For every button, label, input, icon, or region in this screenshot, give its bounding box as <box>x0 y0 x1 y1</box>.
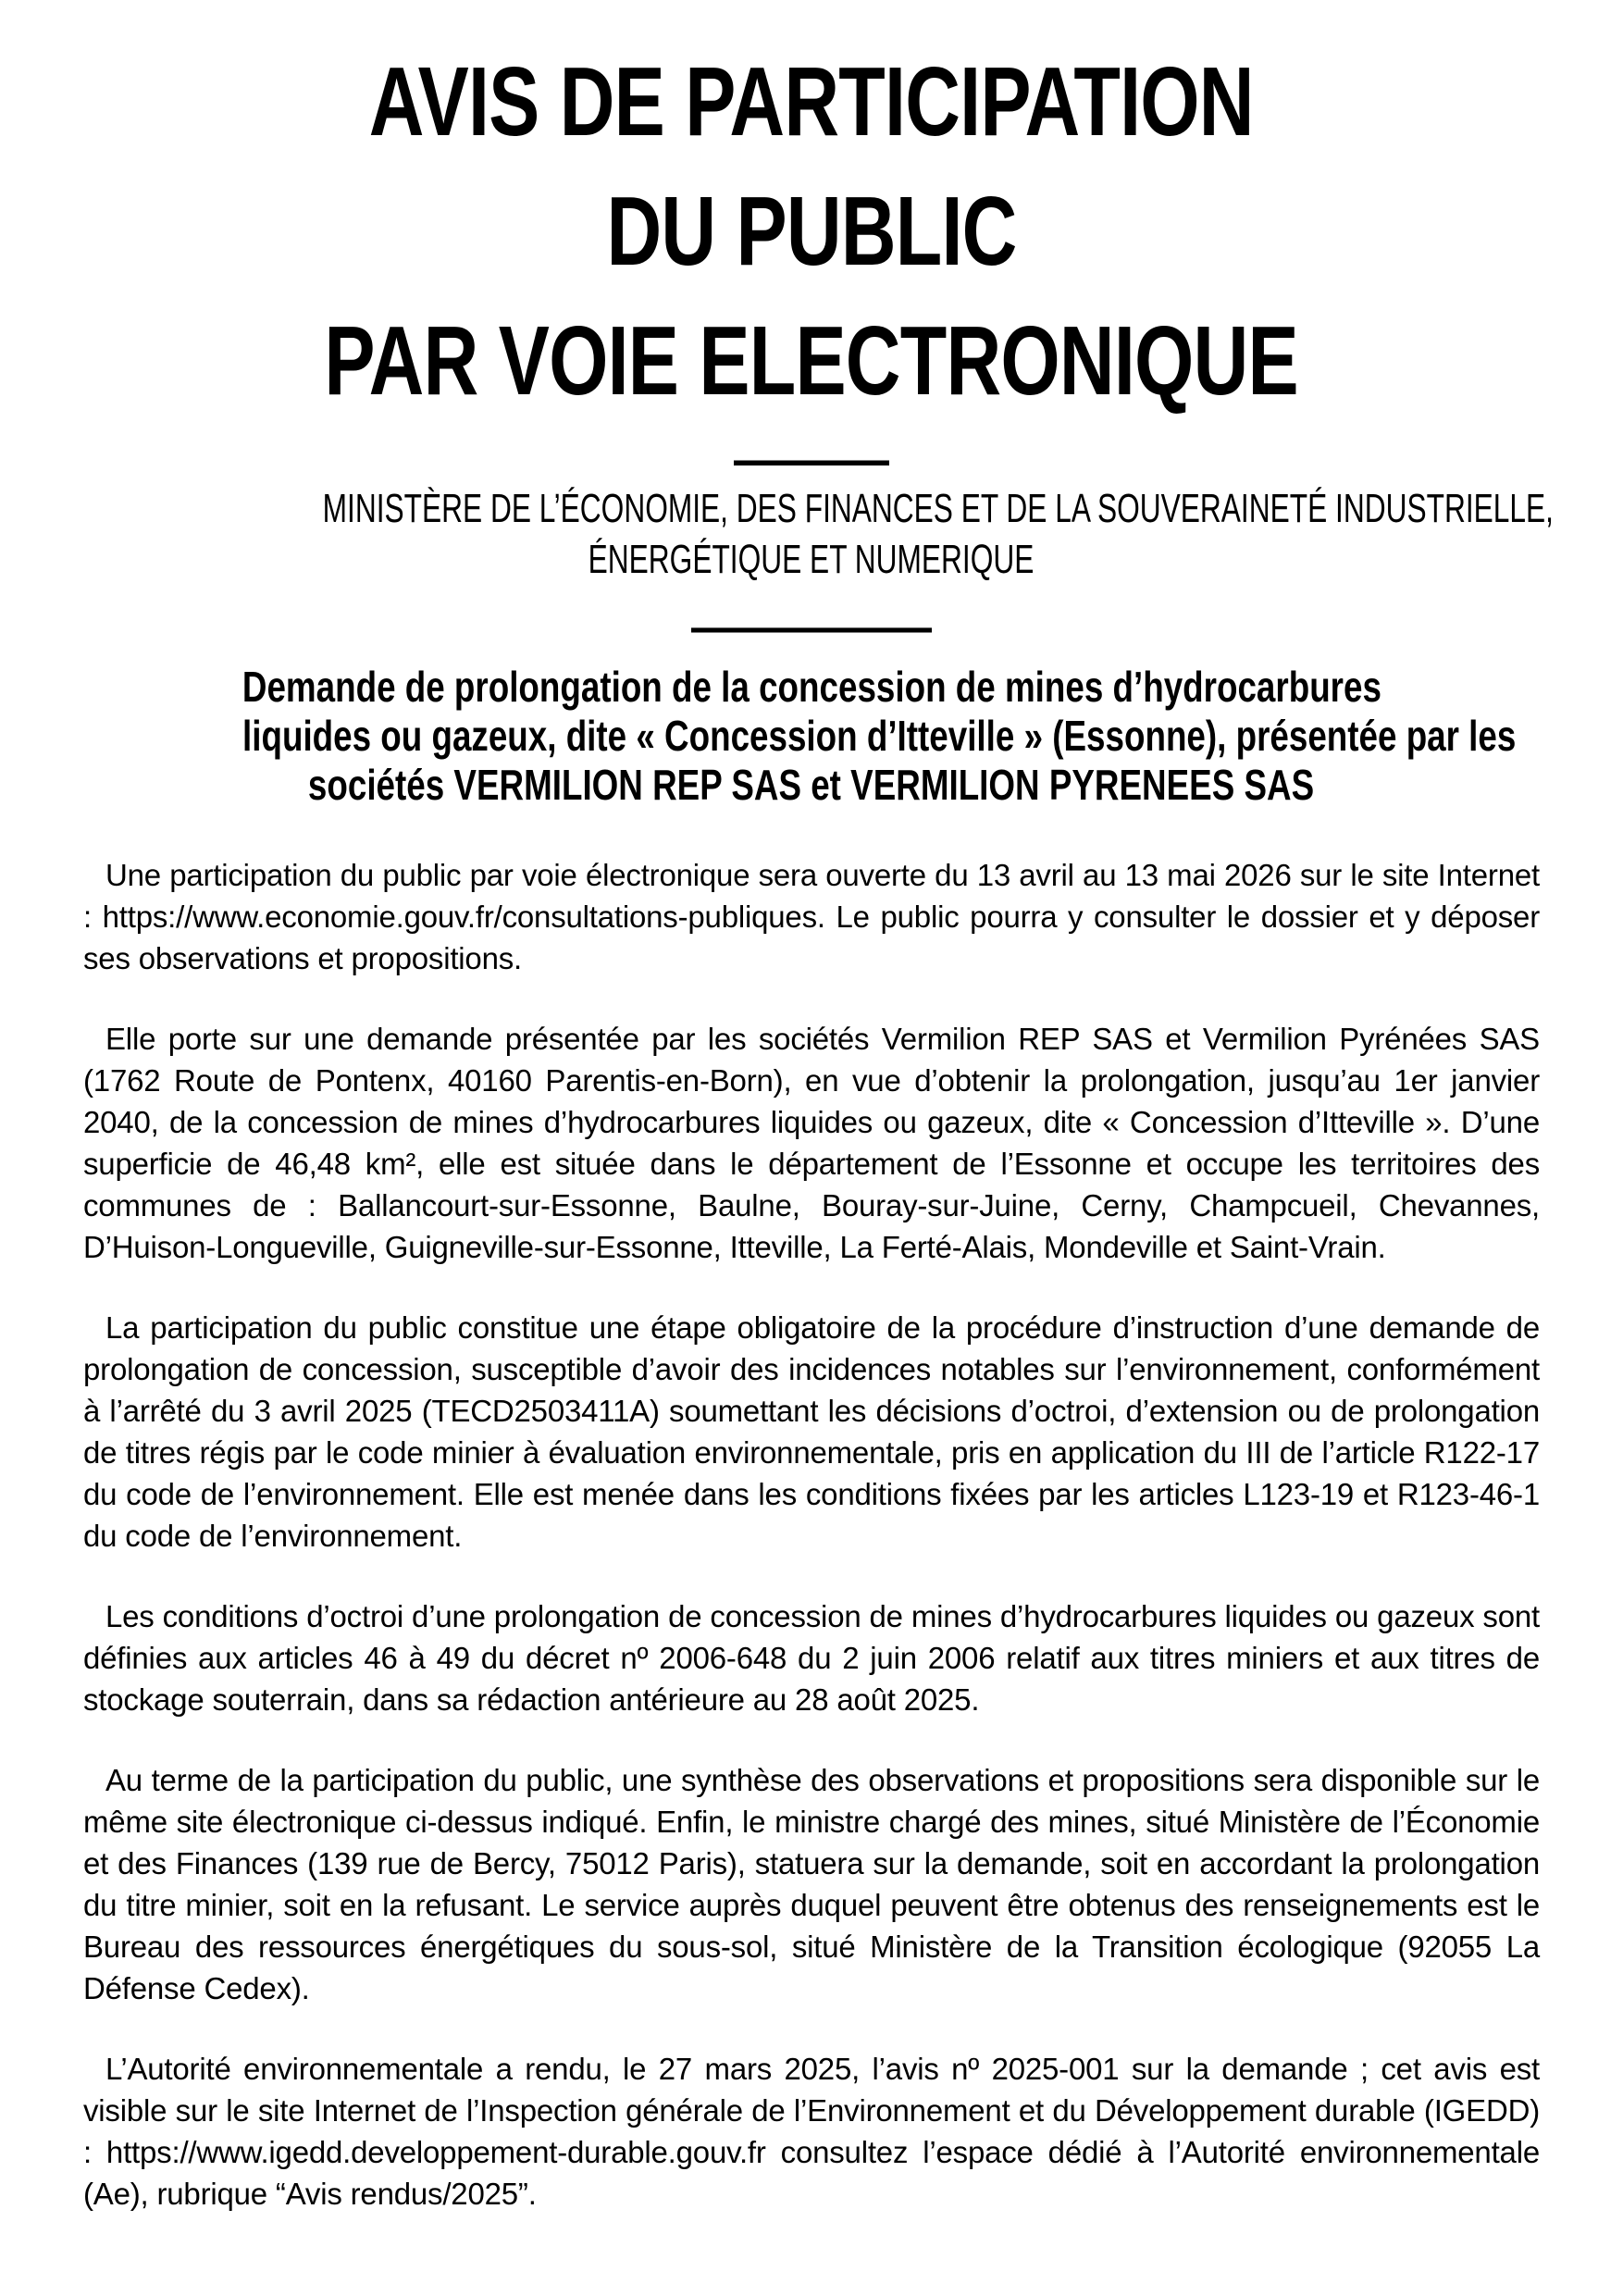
document-title <box>83 37 1540 426</box>
subject-heading <box>83 663 1540 810</box>
title-line-1: AVIS DE PARTICIPATION <box>369 47 1254 156</box>
subject-line-3: sociétés VERMILION REP SAS et VERMILION PYRENEES SAS <box>308 761 1315 809</box>
paragraph-request-description: Elle porte sur une demande présentée par les sociétés Vermilion REP SAS et Vermilion Pyrénées SAS (1762 Route de Pontenx, 40160 Parentis-en-Born), en vue d’obtenir la prolongation, jusqu’au 1er janvier 2040, de la concession de mines d’hydrocarbures liquides ou gazeux, dite « Concession d’Itteville ». D’une superficie de 46,48 km², elle est située dans le département de l’Essonne et occupe les territoires des communes de : Ballancourt-sur-Essonne, Baulne, Bouray-sur-Juine, Cerny, Champcueil, Chevannes, D’Huison-Longueville, Guigneville-sur-Essonne, Itteville, La Ferté-Alais, Mondeville et Saint-Vrain. <box>83 1022 1540 1264</box>
paragraph-granting-conditions: Les conditions d’octroi d’une prolongation de concession de mines d’hydrocarbures liquides ou gazeux sont définies aux articles 46 à 49 du décret nº 2006-648 du 2 juin 2006 relatif aux titres miniers et aux titres de stockage souterrain, dans sa rédaction antérieure au 28 août 2025. <box>83 1599 1540 1717</box>
ministry-line-2: ÉNERGÉTIQUE ET NUMERIQUE <box>588 537 1035 582</box>
divider-rule-middle: ————— <box>691 601 932 654</box>
notice-body <box>83 854 1540 2215</box>
paragraph-outcome-and-contacts: Au terme de la participation du public, une synthèse des observations et propositions sera disponible sur le même site électronique ci-dessus indiqué. Enfin, le ministre chargé des mines, situé Ministère de l’Économie et des Finances (139 rue de Bercy, 75012 Paris), statuera sur la demande, soit en accordant la prolongation du titre minier, soit en la refusant. Le service auprès duquel peuvent être obtenus des renseignements est le Bureau des ressources énergétiques du sous-sol, situé Ministère de la Transition écologique (92055 La Défense Cedex). <box>83 1763 1540 2005</box>
title-line-3: PAR VOIE ELECTRONIQUE <box>324 306 1299 416</box>
paragraph-participation-dates: Une participation du public par voie électronique sera ouverte du 13 avril au 13 mai 2026 sur le site Internet : https://www.economie.gouv.fr/consultations-publiques. Le public pourra y consulter le dossier et y déposer ses observations et propositions. <box>83 858 1540 975</box>
subject-line-2: liquides ou gazeux, dite « Concession d’Itteville » (Essonne), présentée par les <box>242 712 1517 760</box>
ministry-line-1: MINISTÈRE DE L’ÉCONOMIE, DES FINANCES ET DE LA SOUVERAINETÉ INDUSTRIELLE, <box>322 486 1554 531</box>
subject-line-1: Demande de prolongation de la concession de mines d’hydrocarbures <box>242 663 1381 711</box>
divider-rule-top: ——— <box>734 429 889 488</box>
paragraph-environmental-authority-opinion: L’Autorité environnementale a rendu, le 27 mars 2025, l’avis nº 2025-001 sur la demande ; cet avis est visible sur le site Internet de l’Inspection générale de l’Environnement et du Développement durable (IGEDD) : https://www.igedd.developpement-durable.gouv.fr consultez l’espace dédié à l’Autorité environnementale (Ae), rubrique “Avis rendus/2025”. <box>83 2052 1540 2211</box>
title-line-2: DU PUBLIC <box>606 177 1017 286</box>
ministry-heading <box>83 483 1554 585</box>
paragraph-procedure-legal-basis: La participation du public constitue une étape obligatoire de la procédure d’instruction d’une demande de prolongation de concession, susceptible d’avoir des incidences notables sur l’environnement, conformément à l’arrêté du 3 avril 2025 (TECD2503411A) soumettant les décisions d’octroi, d’extension ou de prolongation de titres régis par le code minier à évaluation environnementale, pris en application du III de l’article R122-17 du code de l’environnement. Elle est menée dans les conditions fixées par les articles L123-19 et R123-46-1 du code de l’environnement. <box>83 1310 1540 1553</box>
